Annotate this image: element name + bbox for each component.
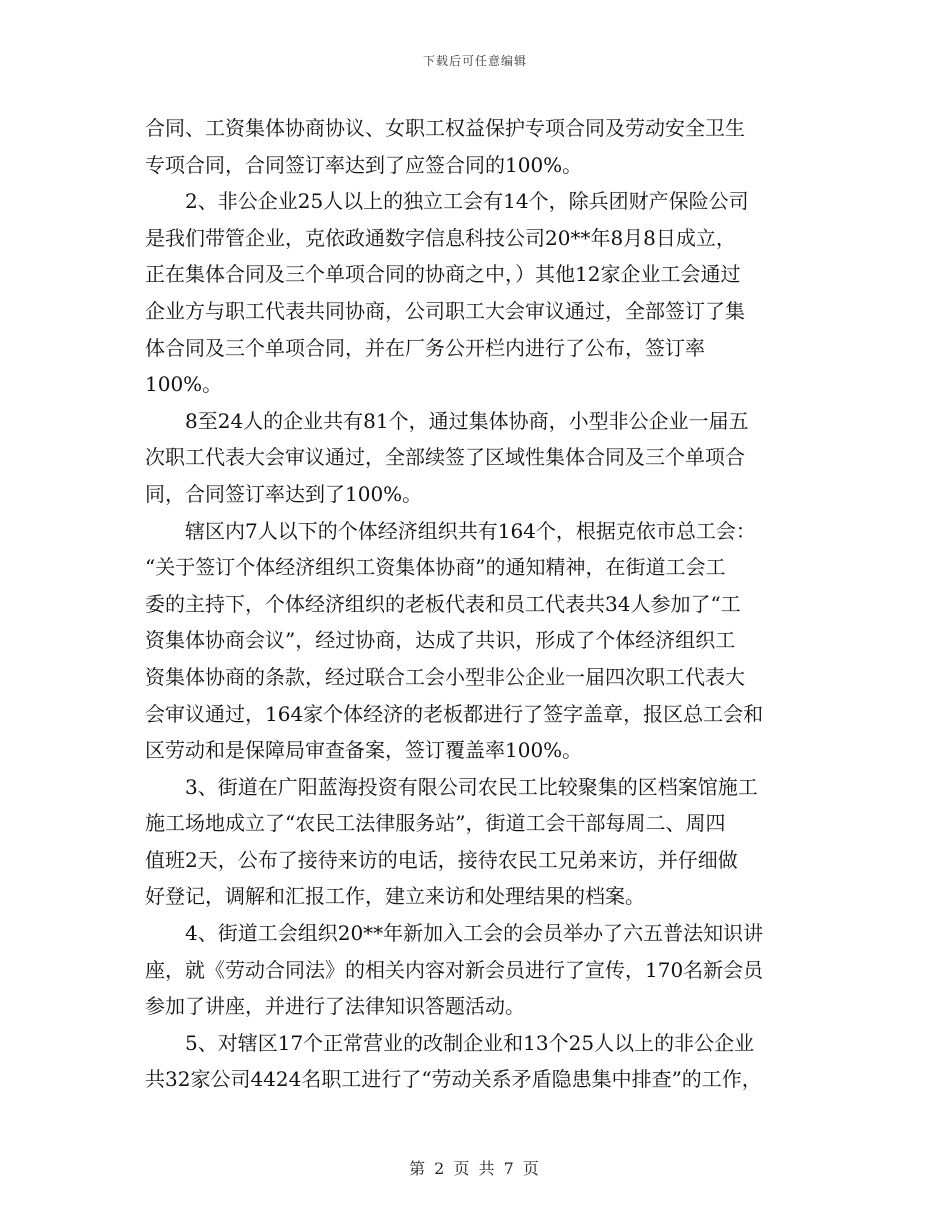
text-line: 2、非公企业25人以上的独立工会有14个，除兵团财产保险公司 — [185, 189, 749, 214]
text-line: 企业方与职工代表共同协商，公司职工大会审议通过，全部签订了集 — [145, 298, 745, 323]
text-line: 好登记，调解和汇报工作，建立来访和处理结果的档案。 — [145, 884, 645, 909]
text-line: 座，就《劳动合同法》的相关内容对新会员进行了宣传，170名新会员 — [145, 957, 764, 982]
text-line: 是我们带管企业，克依政通数字信息科技公司20**年8月8日成立， — [145, 225, 736, 250]
text-line: 4、街道工会组织20**年新加入工会的会员举办了六五普法知识讲 — [185, 921, 764, 946]
text-line: 值班2天，公布了接待来访的电话，接待农民工兄弟来访，并仔细做 — [145, 847, 738, 872]
text-line: 正在集体合同及三个单项合同的协商之中，）其他12家企业工会通过 — [145, 262, 741, 287]
text-line: 100%。 — [145, 372, 223, 397]
document-body — [145, 110, 825, 1098]
text-line: 参加了讲座，并进行了法律知识答题活动。 — [145, 994, 525, 1019]
text-line: 共32家公司4424名职工进行了“劳动关系矛盾隐患集中排查”的工作， — [145, 1067, 762, 1092]
text-line: 合同、工资集体协商协议、女职工权益保护专项合同及劳动安全卫生 — [145, 116, 745, 140]
text-line: 会审议通过，164家个体经济的老板都进行了签字盖章，报区总工会和 — [145, 701, 764, 726]
text-line: 资集体协商会议”，经过协商，达成了共识，形成了个体经济组织工 — [145, 628, 736, 653]
text-line: 施工场地成立了“农民工法律服务站”，街道工会干部每周二、周四 — [145, 811, 726, 836]
text-line: “关于签订个体经济组织工资集体协商”的通知精神，在街道工会工 — [145, 555, 726, 580]
text-line: 体合同及三个单项合同，并在厂务公开栏内进行了公布，签订率 — [145, 335, 705, 360]
page-number-footer: 第 2 页 共 7 页 — [409, 1159, 541, 1178]
text-line: 8至24人的企业共有81个，通过集体协商，小型非公企业一届五 — [185, 408, 749, 433]
text-line: 3、街道在广阳蓝海投资有限公司农民工比较聚集的区档案馆施工 — [185, 774, 758, 799]
text-line: 区劳动和是保障局审查备案，签订覆盖率100%。 — [145, 738, 583, 763]
text-line: 专项合同，合同签订率达到了应签合同的100%。 — [145, 152, 583, 177]
text-line: 次职工代表大会审议通过，全部续签了区域性集体合同及三个单项合 — [145, 445, 745, 470]
text-line: 辖区内7人以下的个体经济组织共有164个，根据克依市总工会： — [185, 518, 756, 543]
text-line: 委的主持下，个体经济组织的老板代表和员工代表共34人参加了“工 — [145, 591, 741, 616]
text-line: 同，合同签订率达到了100%。 — [145, 481, 423, 506]
page-header: 下载后可任意编辑 — [422, 54, 527, 68]
text-line: 5、对辖区17个正常营业的改制企业和13个25人以上的非公企业 — [185, 1030, 755, 1055]
text-line: 资集体协商的条款，经过联合工会小型非公企业一届四次职工代表大 — [145, 664, 745, 689]
